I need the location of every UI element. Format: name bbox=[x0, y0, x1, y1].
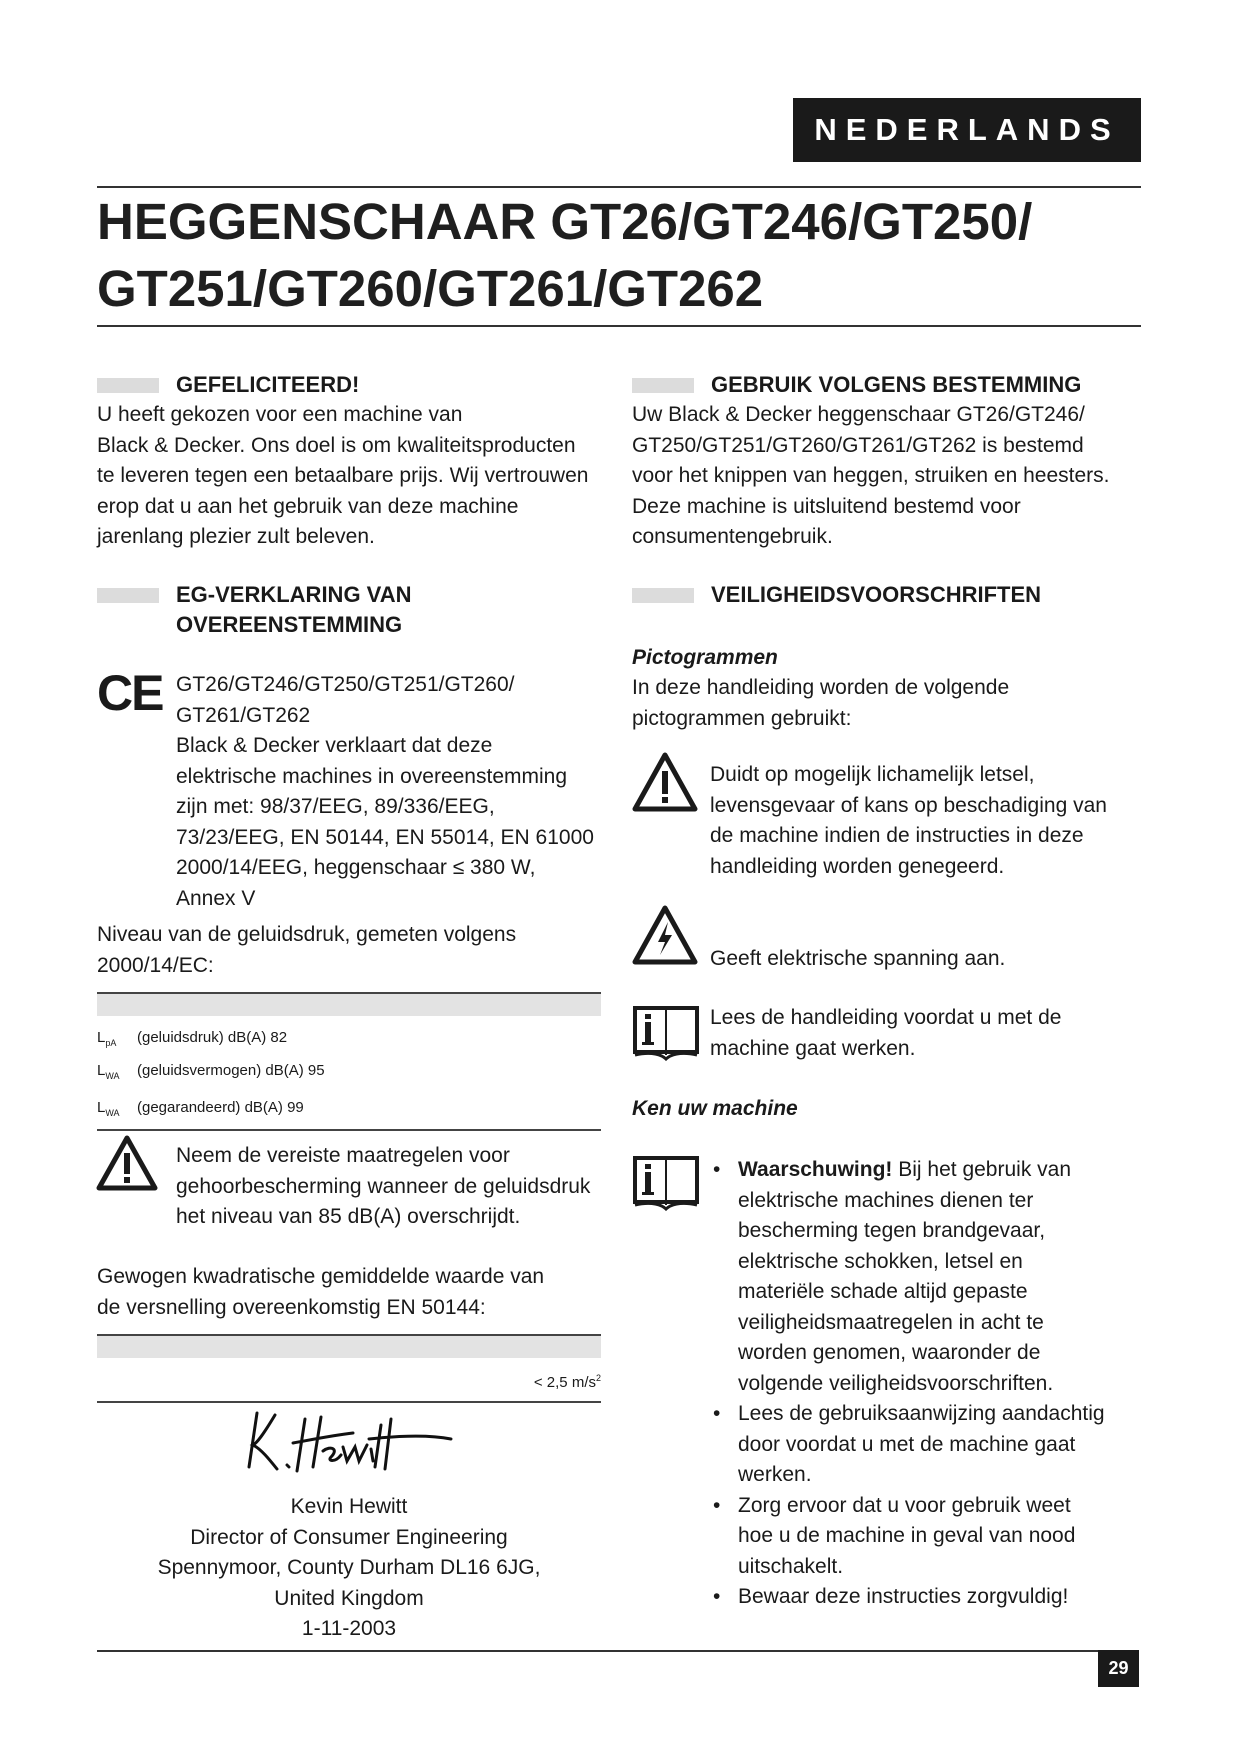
list-item: • Waarschuwing! Bij het gebruik van elektrische machines dienen ter bescherming tegen brandgevaar, elektrische schokken, letsel en materiële schade altijd gepaste veiligheidsmaatregelen in acht te worden genomen, waaronder de volgende veiligheidsvoorschriften. bbox=[710, 1155, 1150, 1399]
page-title bbox=[97, 188, 1157, 322]
warning-triangle-icon bbox=[96, 1135, 158, 1191]
warning-triangle-icon bbox=[632, 752, 698, 812]
ce-mark: CE bbox=[97, 665, 163, 721]
noise-intro: Niveau van de geluidsdruk, gemeten volgens 2000/14/EC: bbox=[97, 923, 517, 977]
congrats-section bbox=[97, 370, 607, 553]
manual-pictogram-text: Lees de handleiding voordat u met de machine gaat werken. bbox=[710, 1006, 1062, 1060]
heading-marker bbox=[632, 588, 694, 603]
pictograms-title: Pictogrammen bbox=[632, 646, 778, 669]
hearing-warning-text: Neem de vereiste maatregelen voor gehoorbescherming wanneer de geluidsdruk het niveau van 85 dB(A) overschrijdt. bbox=[176, 1144, 591, 1228]
congrats-heading: GEFELICITEERD! bbox=[97, 370, 607, 400]
table-row: $L_{pA}$ (geluidsdruk) dB(A) 82 bbox=[97, 1029, 288, 1048]
signer-block bbox=[97, 1492, 601, 1645]
vibration-intro: Gewogen kwadratische gemiddelde waarde van de versnelling overeenkomstig EN 50144: bbox=[97, 1265, 545, 1319]
signer-role: Director of Consumer Engineering bbox=[190, 1525, 508, 1549]
signer-date: 1-11-2003 bbox=[301, 1617, 397, 1640]
declaration-text: GT26/GT246/GT250/GT251/GT260/ GT261/GT262 Black & Decker verklaart dat deze elektrische machines in overeenstemming zijn met: 98/37/EEG, 89/336/EEG, 73/23/EEG, EN 50144, EN 55014, EN 61000 2000/14/EEG, heggenschaar ≤ 380 W, Annex V bbox=[176, 673, 594, 910]
warning-pictogram-text: Duidt op mogelijk lichamelijk letsel, levensgevaar of kans op beschadiging van de machine indien de instructies in deze handleiding worden genegeerd. bbox=[710, 763, 1107, 878]
signer-name: Kevin Hewitt bbox=[290, 1495, 408, 1518]
manual-book-icon bbox=[632, 1155, 700, 1213]
title-line-2: GT251/GT260/GT261/GT262 bbox=[97, 260, 764, 317]
pictograms-block bbox=[632, 643, 1142, 734]
pictograms-intro: In deze handleiding worden de volgende pictogrammen gebruikt: bbox=[632, 676, 1010, 730]
intended-use-text: Uw Black & Decker heggenschaar GT26/GT246/ GT250/GT251/GT260/GT261/GT262 is bestemd voor het knippen van heggen, struiken en heesters. Deze machine is uitsluitend bestemd voor consumentengebruik. bbox=[632, 403, 1110, 548]
signer-country: United Kingdom bbox=[274, 1586, 424, 1610]
noise-table bbox=[97, 992, 601, 1131]
language-badge: NEDERLANDS bbox=[793, 98, 1141, 162]
list-item: • Zorg ervoor dat u voor gebruik weet hoe u de machine in geval van nood uitschakelt. bbox=[710, 1491, 1150, 1583]
electric-voltage-icon bbox=[632, 905, 698, 965]
page-number: 29 bbox=[1098, 1650, 1139, 1687]
list-item: • Lees de gebruiksaanwijzing aandachtig door voordat u met de machine gaat werken. bbox=[710, 1399, 1150, 1491]
vibration-value: < 2,5 $m/s^2$ bbox=[533, 1373, 601, 1391]
heading-marker bbox=[632, 378, 694, 393]
table-row: $L_{WA}$ (geluidsvermogen) dB(A) 95 bbox=[97, 1062, 325, 1081]
safety-heading: VEILIGHEIDSVOORSCHRIFTEN bbox=[632, 580, 1142, 610]
signature bbox=[235, 1405, 455, 1490]
table-header-bar bbox=[97, 994, 601, 1016]
manual-book-icon bbox=[632, 1005, 700, 1063]
title-divider bbox=[97, 325, 1141, 327]
heading-marker bbox=[97, 588, 159, 603]
voltage-pictogram-text: Geeft elektrische spanning aan. bbox=[710, 947, 1006, 970]
table-row: $L_{WA}$ (gegarandeerd) dB(A) 99 bbox=[97, 1099, 304, 1118]
table-bottom-line bbox=[97, 1401, 601, 1403]
table-header-bar bbox=[97, 1336, 601, 1358]
intended-use-section bbox=[632, 370, 1142, 553]
know-machine-title: Ken uw machine bbox=[632, 1097, 798, 1120]
declaration-heading: EG-VERKLARING VAN OVEREENSTEMMING bbox=[97, 580, 607, 640]
title-line-1: HEGGENSCHAAR GT26/GT246/GT250/ bbox=[97, 193, 1033, 250]
signer-address: Spennymoor, County Durham DL16 6JG, bbox=[157, 1556, 541, 1579]
footer-divider bbox=[97, 1650, 1098, 1652]
intended-use-heading: GEBRUIK VOLGENS BESTEMMING bbox=[632, 370, 1142, 400]
vibration-table bbox=[97, 1334, 601, 1403]
list-item: • Bewaar deze instructies zorgvuldig! bbox=[710, 1582, 1150, 1613]
signature-image bbox=[235, 1405, 455, 1485]
heading-marker bbox=[97, 378, 159, 393]
table-bottom-line bbox=[97, 1129, 601, 1131]
safety-bullet-list bbox=[710, 1155, 1150, 1613]
congrats-text: U heeft gekozen voor een machine van Black & Decker. Ons doel is om kwaliteitsproducten te leveren tegen een betaalbare prijs. Wij vertrouwen erop dat u aan het gebruik van deze machine jarenlang plezier zult beleven. bbox=[97, 403, 589, 548]
